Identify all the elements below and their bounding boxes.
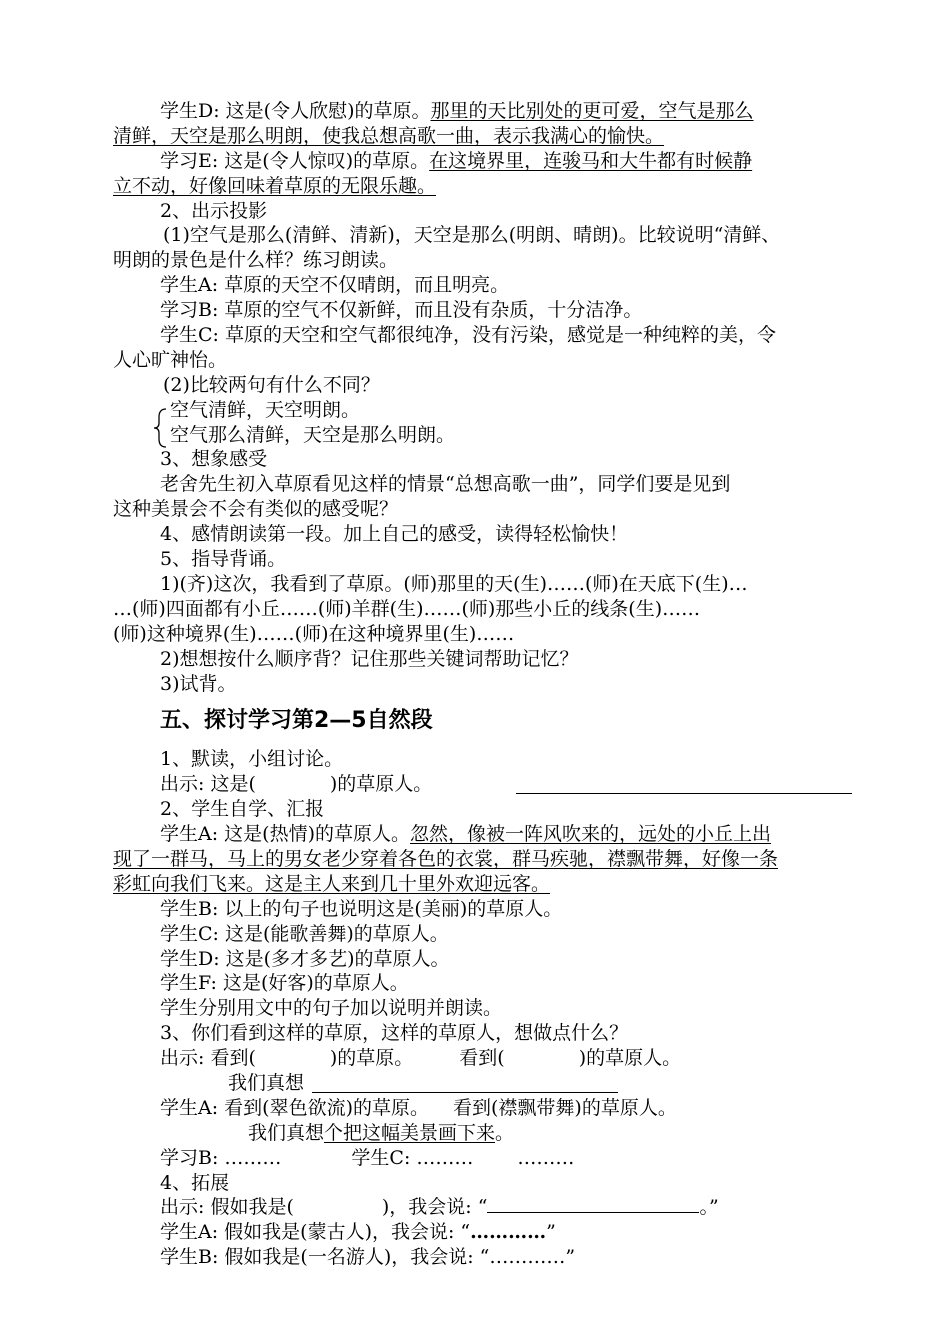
text-line: 出示: 这是( )的草原人。 xyxy=(160,773,433,795)
text-line: 学生B: 假如我是(一名游人)，我会说: “…………” xyxy=(160,1246,576,1268)
text-line: 学习B: ……… 学生C: ……… ……… xyxy=(160,1147,575,1169)
text-line: 空气那么清鲜，天空是那么明朗。 xyxy=(170,424,456,446)
text-line: (师)这种境界(生)……(师)在这种境界里(生)…… xyxy=(113,623,515,645)
text-line: 学习E: 这是(令人惊叹)的草原。在这境界里，连骏马和大牛都有时候静 xyxy=(160,150,753,172)
text-line: 立不动，好像回味着草原的无限乐趣。 xyxy=(113,175,437,197)
text-line: 1)(齐)这次，我看到了草原。(师)那里的天(生)……(师)在天底下(生)… xyxy=(160,573,748,595)
text-line: 学生A: 这是(热情)的草原人。忽然，像被一阵风吹来的，远处的小丘上出 xyxy=(160,823,772,845)
text-line: 3)试背。 xyxy=(160,673,237,695)
text-line: 出示: 看到( )的草原。 看到( )的草原人。 xyxy=(160,1047,682,1069)
text-line: 1、默读，小组讨论。 xyxy=(160,748,344,770)
text-line: 学生A: 看到(翠色欲流)的草原。 看到(襟飘带舞)的草原人。 xyxy=(160,1097,677,1119)
text-line: 空气清鲜，天空明朗。 xyxy=(170,399,361,421)
text-line: 我们真想 xyxy=(228,1072,305,1094)
text-line: 现了一群马，马上的男女老少穿着各色的衣裳，群马疾驰，襟飘带舞，好像一条 xyxy=(113,848,779,870)
fill-blank-line xyxy=(312,1092,618,1093)
text-line: 人心旷神怡。 xyxy=(113,349,228,371)
text-line: 2)想想按什么顺序背？记住那些关键词帮助记忆？ xyxy=(160,648,579,670)
text-line: 学生D: 这是(令人欣慰)的草原。那里的天比别处的更可爱，空气是那么 xyxy=(160,100,754,122)
fill-blank-line xyxy=(516,793,852,794)
text-line: 这种美景会不会有类似的感受呢？ xyxy=(113,498,399,520)
text-line: 2、出示投影 xyxy=(160,200,268,222)
brace-mark xyxy=(152,407,168,449)
text-line: 3、你们看到这样的草原，这样的草原人，想做点什么？ xyxy=(160,1022,629,1044)
text-line: 学生D: 这是(多才多艺)的草原人。 xyxy=(160,948,450,970)
text-line: 学生A: 假如我是(蒙古人)，我会说: “…………” xyxy=(160,1221,556,1243)
text-line: 4、感情朗读第一段。加上自己的感受，读得轻松愉快！ xyxy=(160,523,629,545)
text-line: 彩虹向我们飞来。这是主人来到几十里外欢迎远客。 xyxy=(113,873,551,895)
text-line: 5、指导背诵。 xyxy=(160,548,287,570)
text-line: 学习B: 草原的空气不仅新鲜，而且没有杂质，十分洁净。 xyxy=(160,299,643,321)
text-line: 明朗的景色是什么样？练习朗读。 xyxy=(113,249,399,271)
text-line: …(师)四面都有小丘……(师)羊群(生)……(师)那些小丘的线条(生)…… xyxy=(113,598,701,620)
section-heading: 五、探讨学习第2—5自然段 xyxy=(160,708,433,733)
text-line: 老舍先生初入草原看见这样的情景“总想高歌一曲”，同学们要是见到 xyxy=(160,473,731,495)
text-line: (1)空气是那么(清鲜、清新)，天空是那么(明朗、晴朗)。比较说明“清鲜、 xyxy=(163,224,781,246)
text-line: 出示: 假如我是( )，我会说: “ 。” xyxy=(160,1196,719,1218)
text-line: 3、想象感受 xyxy=(160,448,268,470)
text-line: 学生分别用文中的句子加以说明并朗读。 xyxy=(160,997,503,1019)
text-line: 4、拓展 xyxy=(160,1172,230,1194)
text-line: 学生C: 这是(能歌善舞)的草原人。 xyxy=(160,923,449,945)
text-line: 我们真想个把这幅美景画下来。 xyxy=(248,1122,515,1144)
text-line: 学生B: 以上的句子也说明这是(美丽)的草原人。 xyxy=(160,898,563,920)
text-line: 学生A: 草原的天空不仅晴朗，而且明亮。 xyxy=(160,274,510,296)
text-line: (2)比较两句有什么不同？ xyxy=(163,374,380,396)
text-line: 清鲜，天空是那么明朗，使我总想高歌一曲，表示我满心的愉快。 xyxy=(113,125,665,147)
text-line: 学生F: 这是(好客)的草原人。 xyxy=(160,972,409,994)
text-line: 学生C: 草原的天空和空气都很纯净，没有污染，感觉是一种纯粹的美，令 xyxy=(160,324,776,346)
text-line: 2、学生自学、汇报 xyxy=(160,798,325,820)
